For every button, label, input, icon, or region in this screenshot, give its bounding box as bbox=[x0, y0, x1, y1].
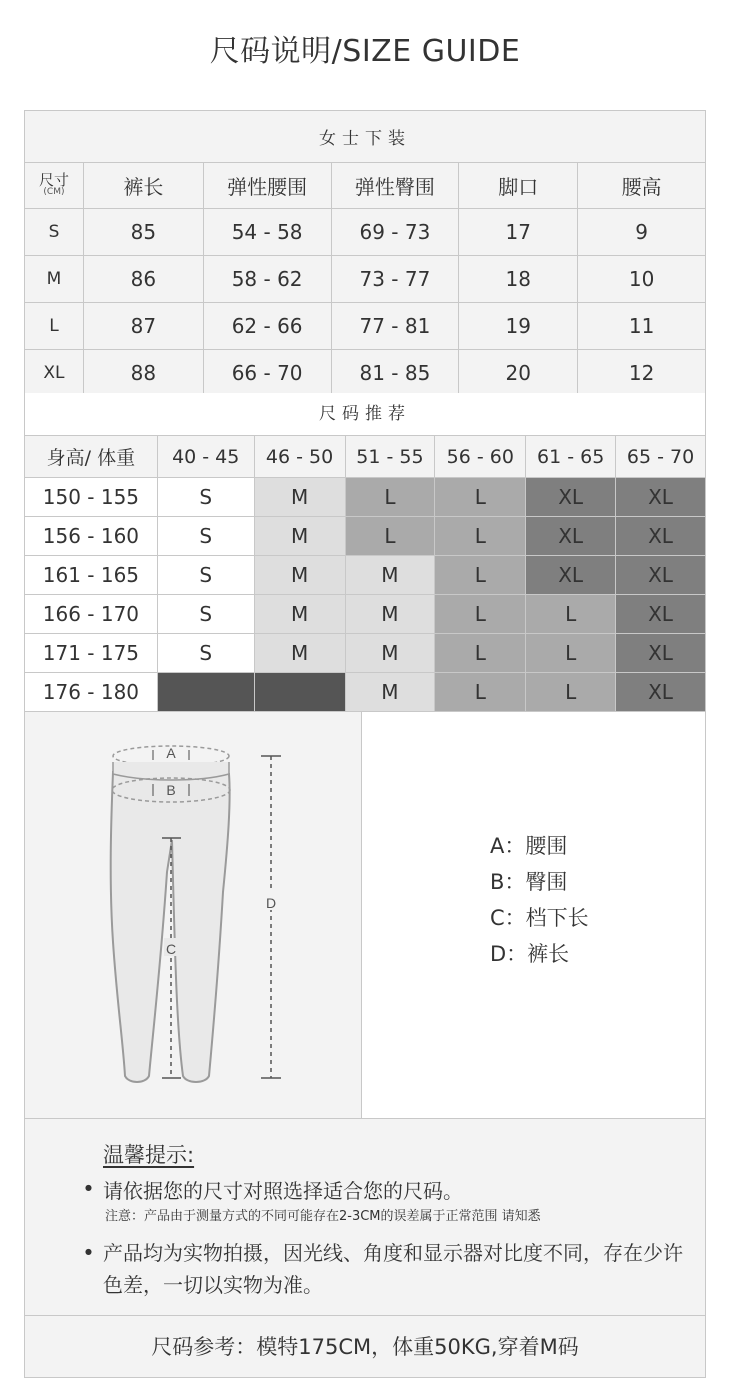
table-row bbox=[25, 478, 706, 517]
size-label: M bbox=[25, 256, 84, 303]
recommended-size-cell: M bbox=[254, 634, 345, 673]
table-row bbox=[25, 256, 706, 303]
recommended-size-cell: L bbox=[526, 673, 616, 712]
table-row bbox=[25, 634, 706, 673]
table-cell: 9 bbox=[578, 209, 706, 256]
recommended-size-cell: L bbox=[345, 517, 435, 556]
page-title: 尺码说明/SIZE GUIDE bbox=[209, 34, 521, 69]
bullet-icon: ● bbox=[85, 1247, 92, 1256]
weight-column-header: 61 - 65 bbox=[526, 436, 616, 478]
size-column-header: 弹性臀围 bbox=[331, 163, 459, 209]
table-cell: 77 - 81 bbox=[331, 303, 459, 350]
table-cell: 62 - 66 bbox=[203, 303, 331, 350]
recommended-size-cell: XL bbox=[526, 556, 616, 595]
size-column-header: 裤长 bbox=[83, 163, 203, 209]
table-row bbox=[25, 209, 706, 256]
recommend-title: 尺码推荐 bbox=[24, 393, 706, 435]
recommended-size-cell: M bbox=[345, 595, 435, 634]
label-b: B bbox=[166, 782, 176, 798]
table-row bbox=[25, 517, 706, 556]
recommended-size-cell: XL bbox=[616, 595, 706, 634]
table-cell: 69 - 73 bbox=[331, 209, 459, 256]
recommended-size-cell: L bbox=[526, 595, 616, 634]
recommended-size-cell: M bbox=[254, 478, 345, 517]
height-label: 166 - 170 bbox=[25, 595, 158, 634]
table-cell: 88 bbox=[83, 350, 203, 397]
recommended-size-cell: M bbox=[254, 595, 345, 634]
table-cell: 85 bbox=[83, 209, 203, 256]
table-cell: 86 bbox=[83, 256, 203, 303]
size-column-header bbox=[25, 163, 84, 209]
size-label: XL bbox=[25, 350, 84, 397]
label-a: A bbox=[166, 745, 176, 761]
size-column-header: 腰高 bbox=[578, 163, 706, 209]
table-cell: 54 - 58 bbox=[203, 209, 331, 256]
recommended-size-cell: XL bbox=[616, 517, 706, 556]
model-reference: 尺码参考：模特175CM，体重50KG,穿着M码 bbox=[24, 1315, 706, 1378]
recommended-size-cell: S bbox=[157, 517, 254, 556]
table-cell: 17 bbox=[459, 209, 578, 256]
label-d: D bbox=[265, 895, 277, 911]
weight-column-header: 65 - 70 bbox=[616, 436, 706, 478]
legend-item-b: B：臀围 bbox=[490, 870, 568, 894]
recommended-size-cell: XL bbox=[616, 673, 706, 712]
legend-item-a: A：腰围 bbox=[490, 834, 568, 858]
recommended-size-cell: L bbox=[345, 478, 435, 517]
recommend-table bbox=[24, 435, 706, 712]
table-cell: 66 - 70 bbox=[203, 350, 331, 397]
height-label: 176 - 180 bbox=[25, 673, 158, 712]
recommended-size-cell: M bbox=[254, 556, 345, 595]
size-column-header: 脚口 bbox=[459, 163, 578, 209]
measurement-legend bbox=[490, 828, 589, 972]
table-cell: 12 bbox=[578, 350, 706, 397]
leggings-diagram-panel bbox=[24, 711, 362, 1119]
recommended-size-cell: XL bbox=[616, 556, 706, 595]
table-cell: 81 - 85 bbox=[331, 350, 459, 397]
height-label: 156 - 160 bbox=[25, 517, 158, 556]
size-table bbox=[24, 110, 706, 397]
legend-item-c: C：档下长 bbox=[490, 906, 589, 930]
legend-panel bbox=[362, 711, 706, 1119]
table-row bbox=[25, 556, 706, 595]
table-cell: 58 - 62 bbox=[203, 256, 331, 303]
height-label: 161 - 165 bbox=[25, 556, 158, 595]
tips-title: 温馨提示: bbox=[103, 1143, 195, 1167]
table-row bbox=[25, 303, 706, 350]
recommended-size-cell: XL bbox=[616, 634, 706, 673]
size-label: S bbox=[25, 209, 84, 256]
table-cell: 87 bbox=[83, 303, 203, 350]
recommended-size-cell: L bbox=[435, 673, 526, 712]
weight-column-header: 46 - 50 bbox=[254, 436, 345, 478]
recommended-size-cell: XL bbox=[526, 478, 616, 517]
recommended-size-cell: L bbox=[435, 478, 526, 517]
recommended-size-cell: S bbox=[157, 556, 254, 595]
size-label: L bbox=[25, 303, 84, 350]
recommended-size-cell: XL bbox=[616, 478, 706, 517]
legend-item-d: D：裤长 bbox=[490, 942, 570, 966]
height-label: 171 - 175 bbox=[25, 634, 158, 673]
size-column-header: 弹性腰围 bbox=[203, 163, 331, 209]
recommended-size-cell: M bbox=[345, 673, 435, 712]
recommended-size-cell: M bbox=[345, 634, 435, 673]
recommended-size-cell: M bbox=[345, 556, 435, 595]
recommended-size-cell: L bbox=[435, 556, 526, 595]
leggings-outline bbox=[111, 772, 230, 1082]
bullet-icon: ● bbox=[85, 1183, 92, 1192]
table-cell: 20 bbox=[459, 350, 578, 397]
recommend-corner-header: 身高/ 体重 bbox=[25, 436, 158, 478]
recommended-size-cell bbox=[254, 673, 345, 712]
table-row bbox=[25, 673, 706, 712]
recommended-size-cell: S bbox=[157, 595, 254, 634]
recommended-size-cell: L bbox=[435, 517, 526, 556]
tips-panel bbox=[24, 1119, 706, 1315]
table-cell: 18 bbox=[459, 256, 578, 303]
weight-column-header: 40 - 45 bbox=[157, 436, 254, 478]
recommended-size-cell: S bbox=[157, 634, 254, 673]
recommended-size-cell bbox=[157, 673, 254, 712]
table-cell: 11 bbox=[578, 303, 706, 350]
table-row bbox=[25, 350, 706, 397]
table-row bbox=[25, 595, 706, 634]
tip-note: 注意：产品由于测量方式的不同可能存在2-3CM的误差属于正常范围 请知悉 bbox=[105, 1209, 541, 1224]
size-header-unit: (CM) bbox=[43, 186, 65, 197]
tip-2: 产品均为实物拍摄，因光线、角度和显示器对比度不同，存在少许色差，一切以实物为准。 bbox=[103, 1241, 683, 1297]
recommended-size-cell: XL bbox=[526, 517, 616, 556]
table-cell: 19 bbox=[459, 303, 578, 350]
recommended-size-cell: S bbox=[157, 478, 254, 517]
table-cell: 10 bbox=[578, 256, 706, 303]
recommended-size-cell: M bbox=[254, 517, 345, 556]
recommended-size-cell: L bbox=[435, 595, 526, 634]
size-header-label: 尺寸 bbox=[38, 170, 69, 189]
recommended-size-cell: L bbox=[435, 634, 526, 673]
weight-column-header: 51 - 55 bbox=[345, 436, 435, 478]
label-c: C bbox=[165, 941, 177, 957]
tip-1: 请依据您的尺寸对照选择适合您的尺码。 bbox=[103, 1179, 463, 1203]
weight-column-header: 56 - 60 bbox=[435, 436, 526, 478]
height-label: 150 - 155 bbox=[25, 478, 158, 517]
size-table-title: 女士下装 bbox=[25, 111, 706, 163]
recommended-size-cell: L bbox=[526, 634, 616, 673]
table-cell: 73 - 77 bbox=[331, 256, 459, 303]
leggings-diagram bbox=[25, 712, 363, 1120]
